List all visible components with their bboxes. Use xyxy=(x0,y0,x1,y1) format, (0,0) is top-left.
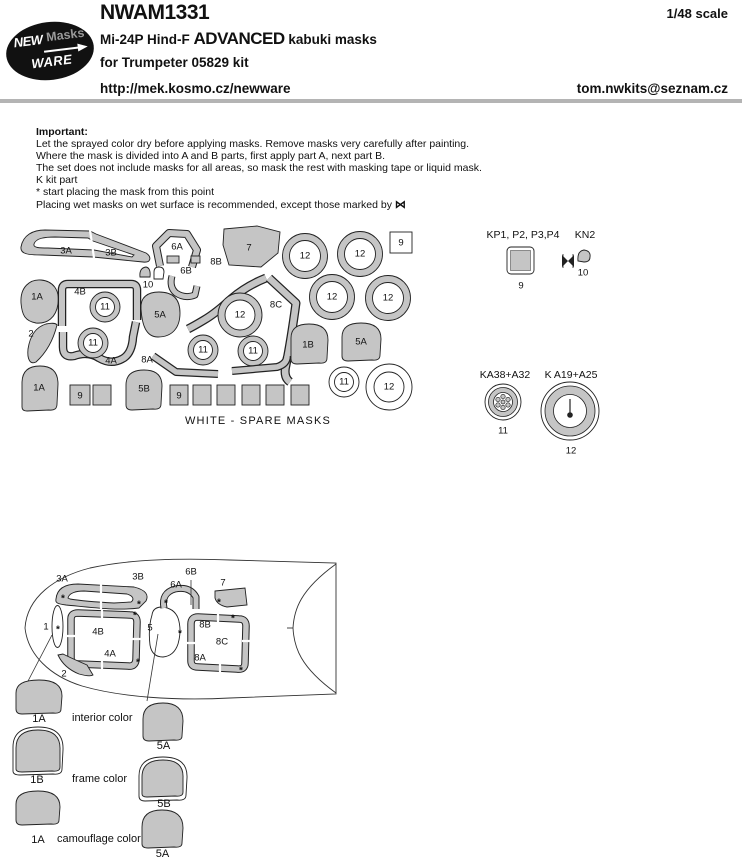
diagram-label: 11 xyxy=(248,345,258,357)
kit-part-ka19-label: K A19+A25 xyxy=(544,369,598,381)
chart-label-1a-2: 1A xyxy=(31,834,45,846)
kit-part-kn-label: KN2 xyxy=(574,229,596,241)
diagram-label: 3B xyxy=(105,247,117,259)
diagram-label: 4B xyxy=(74,286,86,298)
instruction-line: Let the sprayed color dry before applying masks. Remove masks very carefully after painting. xyxy=(36,138,470,151)
chart-desc-frame: frame color xyxy=(72,773,128,785)
diagram-label: * xyxy=(178,628,182,640)
diagram-label: 4A xyxy=(104,648,116,660)
diagram-label: * xyxy=(136,657,140,669)
diagram-label: * xyxy=(239,665,243,677)
chart-mask-5a-interior xyxy=(143,703,183,741)
website-url: http://mek.kosmo.cz/newware xyxy=(100,81,291,96)
diagram-label: 11 xyxy=(100,301,110,313)
spare-masks-caption: WHITE - SPARE MASKS xyxy=(184,415,332,427)
instrument-dial-11 xyxy=(485,384,521,420)
diagram-label: 9 xyxy=(176,390,182,402)
kit-title-advanced: ADVANCED xyxy=(193,29,285,48)
kit-part-ka38-label: KA38+A32 xyxy=(479,369,531,381)
square-mask-9 xyxy=(70,385,309,405)
diagram-label: 1A xyxy=(31,291,43,303)
diagram-label: 8C xyxy=(215,636,229,648)
chart-mask-5a-camouflage xyxy=(142,810,183,848)
chart-mask-1a-interior xyxy=(16,680,62,714)
logo-word-new: NEW xyxy=(12,31,44,51)
chart-desc-interior: interior color xyxy=(72,712,133,724)
instrument-dial-12 xyxy=(541,382,599,440)
scale-label: 1/48 scale xyxy=(666,6,728,21)
diagram-label: * xyxy=(61,593,65,605)
diagram-label: 9 xyxy=(398,237,404,249)
mask-6b-piece xyxy=(167,256,179,263)
diagram-label: 7 xyxy=(246,242,252,254)
kit-subtitle: for Trumpeter 05829 kit xyxy=(100,55,249,70)
wet-marker-icon: ⋈ xyxy=(394,198,406,211)
diagram-label: 12 xyxy=(326,291,338,303)
kit-part-kp-label: KP1, P2, P3,P4 xyxy=(486,229,560,241)
diagram-label: * xyxy=(217,597,221,609)
chart-label-5b: 5B xyxy=(157,798,171,810)
chart-desc-camouflage: camouflage color xyxy=(57,833,141,845)
diagram-label: 12 xyxy=(299,250,311,262)
chart-mask-5b-frame xyxy=(139,757,187,801)
instruction-line: Where the mask is divided into A and B parts, first apply part A, next part B. xyxy=(36,150,386,163)
logo-word-ware: WARE xyxy=(30,51,74,72)
diagram-label: 8C xyxy=(269,299,283,311)
chart-label-1a: 1A xyxy=(32,713,46,725)
diagram-label: * xyxy=(137,599,141,611)
diagram-label: 11 xyxy=(88,337,98,349)
mask-sheet-diagram xyxy=(0,225,742,460)
chart-label-1b: 1B xyxy=(30,774,44,786)
diagram-label: 8B xyxy=(210,256,222,268)
chart-mask-1b-frame xyxy=(13,727,63,775)
diagram-label: 8A xyxy=(141,354,153,366)
logo-word-masks: Masks xyxy=(45,25,86,45)
diagram-label: 6B xyxy=(185,566,197,578)
diagram-label: 12 xyxy=(234,309,246,321)
arrow-head xyxy=(77,42,88,51)
kit-title-prefix: Mi-24P Hind-F xyxy=(100,32,190,47)
header-divider xyxy=(0,99,742,103)
diagram-label: 12 xyxy=(382,292,394,304)
kit-title-suffix: kabuki masks xyxy=(288,32,377,47)
instruction-line-text: Placing wet masks on wet surface is recommended, except those marked by xyxy=(36,198,392,211)
product-code: NWAM1331 xyxy=(100,1,210,24)
diagram-label: 2 xyxy=(28,328,34,340)
arrow-shaft xyxy=(44,47,80,51)
mask-6b-hook xyxy=(171,276,197,297)
diagram-label: 4A xyxy=(105,355,117,367)
diagram-label: 5A xyxy=(154,309,166,321)
mask-10-outline xyxy=(154,267,164,279)
diagram-label: * xyxy=(56,624,60,636)
newware-logo xyxy=(3,17,97,85)
window-5 xyxy=(149,607,180,657)
diagram-label: 8B xyxy=(199,619,211,631)
diagram-label: 5 xyxy=(147,622,153,634)
instruction-line xyxy=(36,199,596,211)
diagram-label: * xyxy=(164,598,168,610)
diagram-label: 3A xyxy=(56,573,68,585)
mask-8a xyxy=(153,356,287,374)
diagram-label: 12 xyxy=(383,381,395,393)
diagram-label: * xyxy=(231,613,235,625)
diagram-label: 1A xyxy=(33,382,45,394)
chart-label-5a-2: 5A xyxy=(155,848,170,860)
instruction-line: K kit part xyxy=(36,174,78,187)
diagram-label: 9 xyxy=(77,390,83,402)
diagram-label: 6A xyxy=(170,579,182,591)
chart-label-5a: 5A xyxy=(156,740,171,752)
wet-marker-icon xyxy=(562,254,574,268)
kit-part-kn-number: 10 xyxy=(577,267,589,279)
diagram-label: 7 xyxy=(220,577,226,589)
kit-part-kp-number: 9 xyxy=(518,280,524,292)
kit-title xyxy=(100,29,377,49)
instruction-line: * start placing the mask from this point xyxy=(36,186,214,199)
diagram-label: 1 xyxy=(43,621,49,633)
diagram-label: 1B xyxy=(302,339,314,351)
instruction-line: The set does not include masks for all areas, so mask the rest with masking tape or liquid mask. xyxy=(36,162,482,175)
instructions-heading: Important: xyxy=(36,126,88,138)
mask-6b-piece xyxy=(191,256,200,263)
diagram-label: 11 xyxy=(198,344,208,356)
diagram-label: 10 xyxy=(142,279,154,291)
chart-mask-1a-camouflage xyxy=(16,791,60,825)
instructions-block xyxy=(36,126,596,211)
diagram-label: * xyxy=(133,610,137,622)
diagram-label: 12 xyxy=(354,248,366,260)
contact-email: tom.nwkits@seznam.cz xyxy=(576,81,728,96)
diagram-label: 8A xyxy=(194,652,206,664)
diagram-label: 6A xyxy=(171,241,183,253)
kit-part-kn-mask xyxy=(578,250,590,262)
diagram-label: 4B xyxy=(92,626,104,638)
mask-10-filled xyxy=(140,267,150,277)
kit-part-ka19-number: 12 xyxy=(565,445,577,457)
kit-part-ka38-number: 11 xyxy=(498,425,508,437)
diagram-label: 5A xyxy=(355,336,367,348)
kit-part-kp-mask xyxy=(507,247,534,274)
diagram-label: 5B xyxy=(138,383,150,395)
diagram-label: 6B xyxy=(180,265,192,277)
diagram-label: 3A xyxy=(60,245,72,257)
diagram-label: 2 xyxy=(61,668,67,680)
diagram-label: 3B xyxy=(132,571,144,583)
mask-3a-3b xyxy=(21,230,150,262)
diagram-label: 11 xyxy=(339,376,349,388)
